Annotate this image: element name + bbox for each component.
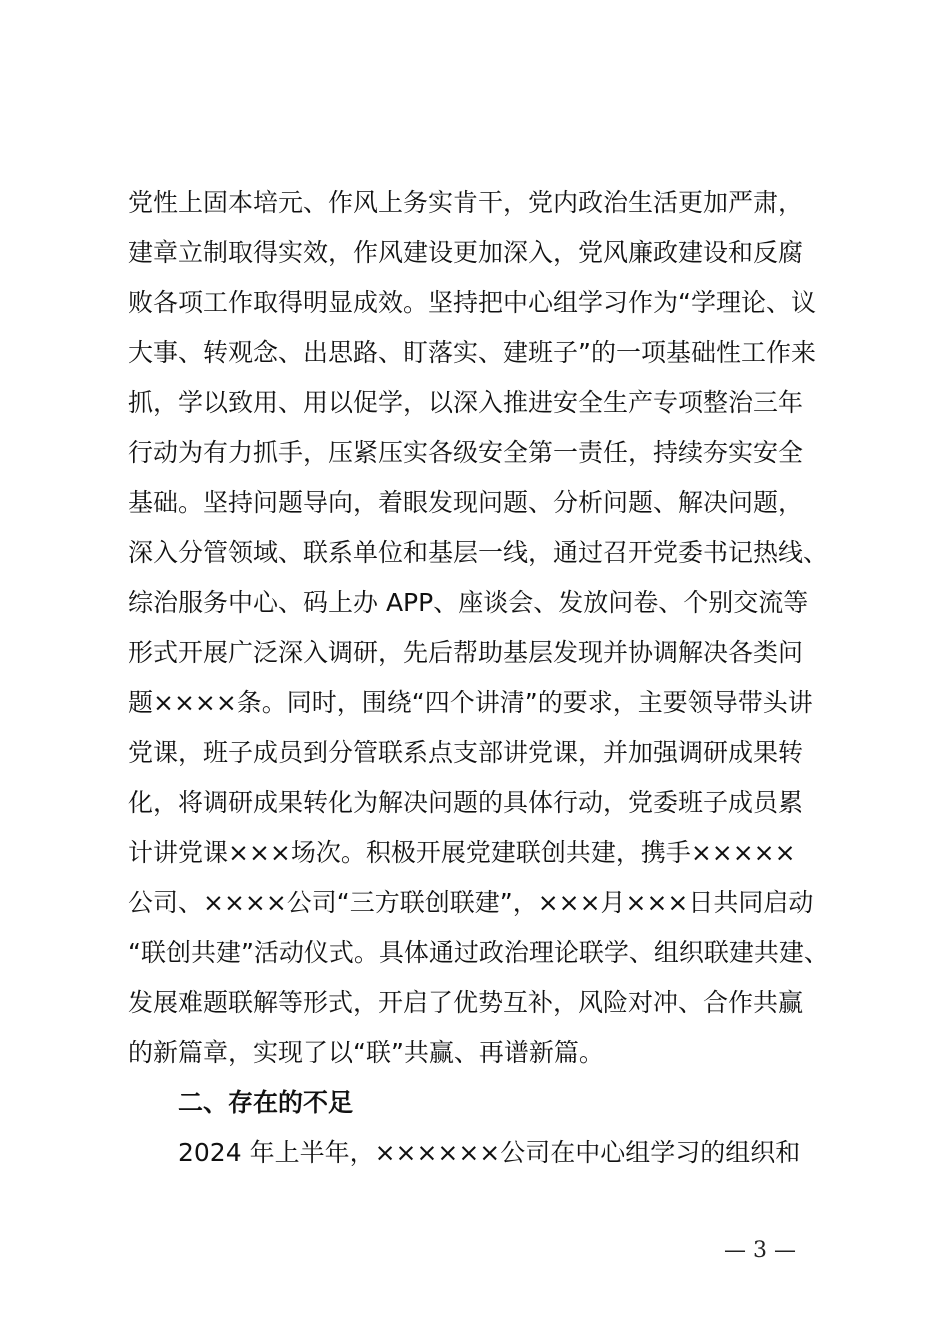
body-line-1: 党性上固本培元、作风上务实肯干，党内政治生活更加严肃， <box>128 188 804 217</box>
body-line-13: 化，将调研成果转化为解决问题的具体行动，党委班子成员累 <box>128 788 804 817</box>
body-line-12: 党课，班子成员到分管联系点支部讲党课，并加强调研成果转 <box>128 738 804 767</box>
section-first-line: 2024 年上半年，××××××公司在中心组学习的组织和 <box>178 1138 801 1167</box>
body-line-10: 形式开展广泛深入调研，先后帮助基层发现并协调解决各类问 <box>128 638 804 667</box>
body-line-2: 建章立制取得实效，作风建设更加深入，党风廉政建设和反腐 <box>128 238 804 267</box>
body-line-6: 行动为有力抓手，压紧压实各级安全第一责任，持续夯实安全 <box>128 438 804 467</box>
body-line-15: 公司、××××公司“三方联创联建”，×××月×××日共同启动 <box>128 888 814 917</box>
body-line-16: “联创共建”活动仪式。具体通过政治理论联学、组织联建共建、 <box>128 938 829 967</box>
body-line-3: 败各项工作取得明显成效。坚持把中心组学习作为“学理论、议 <box>128 288 816 317</box>
page-number: — 3 — <box>724 1238 796 1263</box>
body-line-11: 题××××条。同时，围绕“四个讲清”的要求，主要领导带头讲 <box>128 688 813 717</box>
body-line-5: 抓，学以致用、用以促学，以深入推进安全生产专项整治三年 <box>128 388 804 417</box>
body-line-7: 基础。坚持问题导向，着眼发现问题、分析问题、解决问题， <box>128 488 804 517</box>
body-line-4: 大事、转观念、出思路、盯落实、建班子”的一项基础性工作来 <box>128 338 816 367</box>
body-line-17: 发展难题联解等形式，开启了优势互补，风险对冲、合作共赢 <box>128 988 804 1017</box>
body-line-18: 的新篇章，实现了以“联”共赢、再谱新篇。 <box>128 1038 604 1067</box>
body-line-8: 深入分管领域、联系单位和基层一线，通过召开党委书记热线、 <box>128 538 829 567</box>
body-line-9: 综治服务中心、码上办 APP、座谈会、发放问卷、个别交流等 <box>128 588 809 617</box>
body-line-14: 计讲党课×××场次。积极开展党建联创共建，携手××××× <box>128 838 796 867</box>
section-heading: 二、存在的不足 <box>178 1088 354 1117</box>
